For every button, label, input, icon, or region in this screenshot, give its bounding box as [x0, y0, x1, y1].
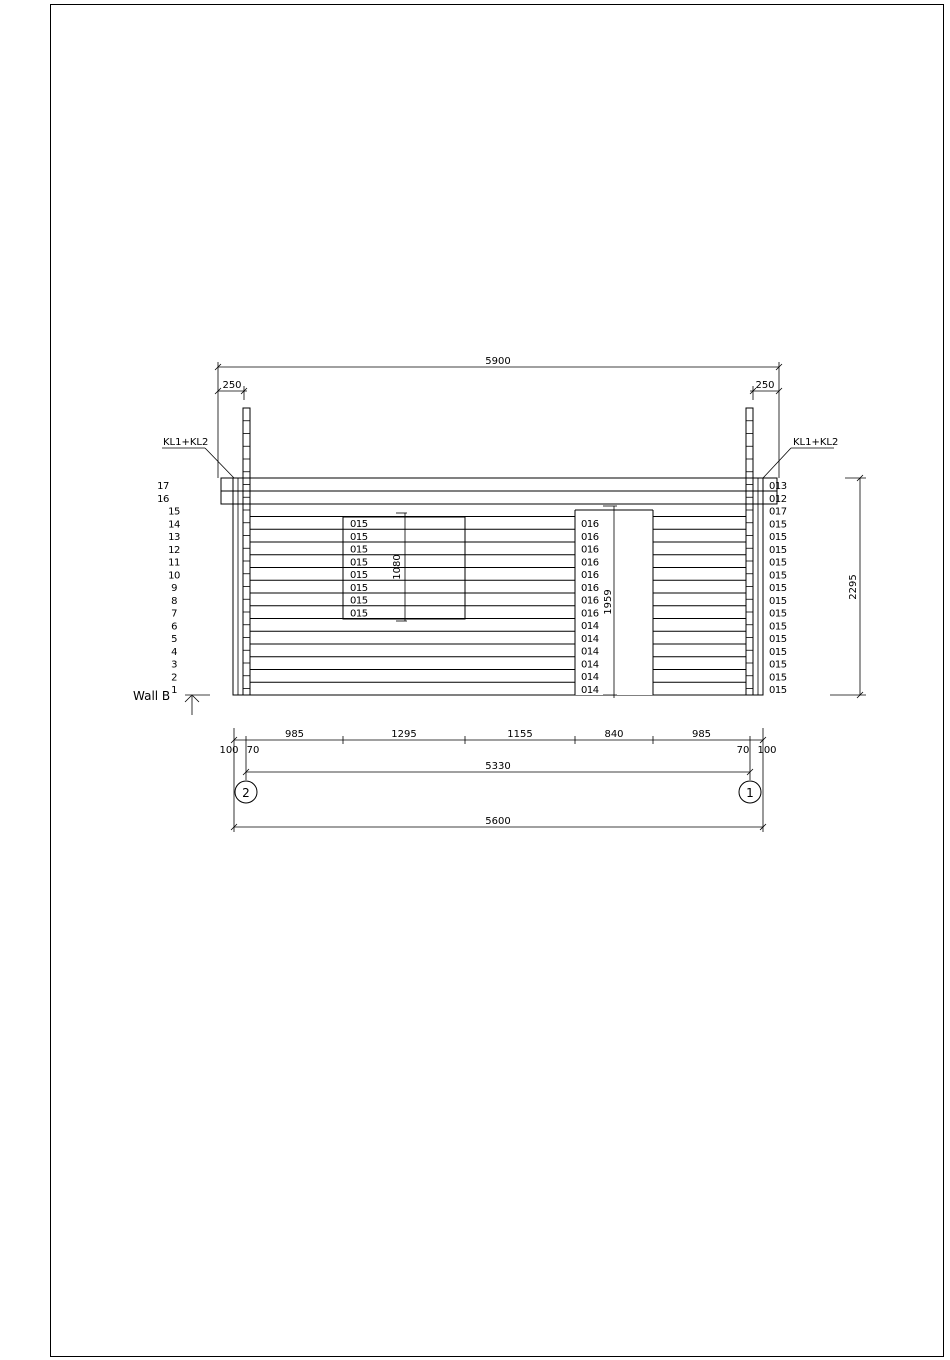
door-log-code: 016: [581, 531, 599, 543]
svg-text:5600: 5600: [485, 816, 511, 827]
wall-body: [250, 504, 746, 695]
course-number: 15: [168, 506, 180, 518]
window-log-code: 015: [350, 519, 368, 530]
course-number: 16: [157, 493, 169, 505]
svg-text:Wall B: Wall B: [133, 689, 171, 703]
svg-text:100: 100: [757, 745, 777, 756]
axis-marker-right: [739, 781, 761, 803]
course-number: 17: [157, 481, 169, 492]
course-number: 9: [171, 583, 177, 594]
corner-post-right: [746, 408, 763, 695]
svg-text:1080: 1080: [392, 554, 403, 580]
course-number: 3: [171, 659, 177, 671]
window-log-code: 015: [350, 570, 368, 581]
svg-text:KL1+KL2: KL1+KL2: [793, 437, 839, 448]
window-log-code: 015: [350, 608, 368, 620]
door-log-code: 014: [581, 672, 599, 683]
svg-text:KL1+KL2: KL1+KL2: [163, 437, 209, 448]
segment-dimension: 1295: [391, 729, 417, 740]
right-log-code: 015: [769, 672, 787, 684]
bottom-small-dimensions: [219, 745, 776, 756]
height-dimension: [830, 475, 866, 698]
door-codes: [581, 519, 599, 696]
door-log-code: 016: [581, 544, 599, 556]
right-log-code: 015: [769, 634, 787, 645]
course-number: 13: [168, 532, 180, 543]
right-log-code: 015: [769, 659, 787, 671]
wall-logs: [221, 478, 777, 695]
right-log-code: 015: [769, 621, 787, 633]
course-number: 11: [168, 557, 180, 569]
right-log-code: 015: [769, 583, 787, 594]
door-log-code: 014: [581, 646, 599, 658]
svg-text:70: 70: [736, 745, 750, 756]
door-log-code: 016: [581, 519, 599, 530]
corner-post-left: [233, 408, 250, 695]
right-log-code: 012: [769, 493, 787, 505]
door-log-code: 014: [581, 621, 599, 632]
window-log-code: 015: [350, 544, 368, 556]
course-number: 8: [171, 595, 177, 607]
course-number: 1: [171, 685, 177, 696]
course-numbers: [157, 481, 180, 696]
window-log-code: 015: [350, 595, 368, 607]
svg-text:2: 2: [242, 786, 250, 800]
dim-5900: 5900: [485, 356, 511, 367]
door-log-code: 016: [581, 557, 599, 569]
right-log-code: 015: [769, 532, 787, 543]
door-log-code: 014: [581, 684, 599, 696]
door-log-code: 014: [581, 633, 599, 645]
bottom-segment-dimension: [231, 729, 766, 744]
course-number: 14: [168, 519, 180, 531]
corner-label-left: [162, 437, 234, 478]
svg-text:100: 100: [219, 745, 239, 756]
svg-text:250: 250: [222, 380, 242, 391]
door-log-code: 016: [581, 595, 599, 607]
svg-text:2295: 2295: [848, 574, 859, 600]
course-number: 5: [171, 634, 177, 645]
right-log-code: 015: [769, 646, 787, 658]
right-log-code: 015: [769, 544, 787, 556]
segment-dimension: 1155: [507, 729, 533, 740]
door-log-code: 014: [581, 659, 599, 671]
course-number: 4: [171, 646, 177, 658]
course-number: 10: [168, 570, 180, 582]
top-dimension: [215, 356, 782, 478]
right-log-code: 017: [769, 506, 787, 518]
total-dimension: [231, 728, 766, 832]
door-log-code: 016: [581, 608, 599, 620]
right-log-code: 015: [769, 685, 787, 696]
right-log-code: 015: [769, 608, 787, 620]
svg-text:1959: 1959: [603, 589, 614, 615]
course-number: 12: [168, 544, 180, 556]
axis-dimension: [243, 744, 753, 780]
course-number: 6: [171, 621, 177, 633]
axis-marker-left: [235, 781, 257, 803]
svg-text:70: 70: [246, 745, 260, 756]
overhang-dimension-left: [215, 380, 247, 400]
window-log-code: 015: [350, 531, 368, 543]
door-log-code: 016: [581, 582, 599, 594]
svg-text:1: 1: [746, 786, 754, 800]
window-log-code: 015: [350, 557, 368, 569]
right-codes: [769, 481, 787, 696]
overhang-dimension-right: [750, 380, 782, 400]
svg-text:5330: 5330: [485, 761, 511, 772]
course-number: 7: [171, 608, 177, 620]
segment-dimension: 985: [691, 729, 712, 740]
svg-text:250: 250: [755, 380, 775, 391]
right-log-code: 015: [769, 557, 787, 569]
course-number: 2: [171, 672, 177, 684]
right-log-code: 015: [769, 595, 787, 607]
segment-dimension: 985: [284, 729, 305, 740]
right-log-code: 015: [769, 570, 787, 582]
right-log-code: 015: [769, 519, 787, 531]
corner-label-right: [763, 437, 838, 478]
segment-dimension: 840: [604, 729, 624, 740]
window-log-code: 015: [350, 582, 368, 594]
right-log-code: 013: [769, 481, 787, 492]
window-codes: [350, 519, 368, 619]
door-log-code: 016: [581, 570, 599, 581]
